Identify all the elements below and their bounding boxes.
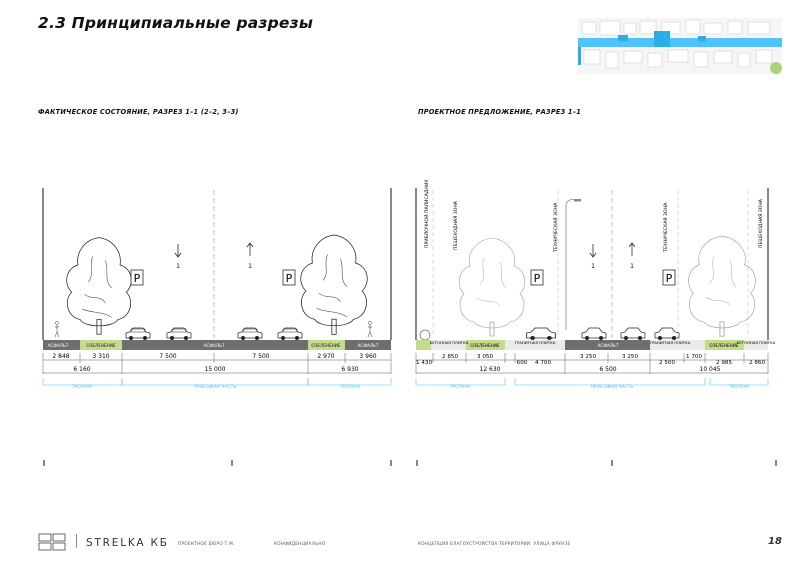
logo-icon [38,533,68,551]
dimension-label: 1 430 [415,360,433,366]
dimension-label: 3 050 [476,354,494,360]
dimension-label: 2 848 [52,353,70,360]
strip-label: АСФАЛЬТ [597,343,619,348]
footer-divider [76,534,77,548]
dimension-label: 3 310 [92,353,110,360]
strip-label: АСФАЛЬТ [47,343,69,348]
vertical-zone-label: ТЕХНИЧЕСКАЯ ЗОНА [664,202,669,252]
car-icon [582,328,606,340]
strip-label: ОЗЕЛЕНЕНИЕ [470,343,500,348]
dimension-label: 10 045 [699,366,721,373]
left-section-title: ФАКТИЧЕСКОЕ СОСТОЯНИЕ, РАЗРЕЗ 1–1 (2–2, 3–3) [38,108,239,116]
zone-label: ТРОТУАР [71,385,93,390]
strip-label: ГРАНИТНАЯ ПЛИТКА [514,340,556,345]
lane-number: 1 [630,263,634,270]
dimension-label: 15 000 [204,366,226,373]
strip-label: БЕТОННАЯ ПЛИТКА [429,340,469,345]
strip-label: АСФАЛЬТ [203,343,225,348]
lane-number: 1 [248,263,252,270]
strip-label: ОЗЕЛЕНЕНИЕ [311,343,341,348]
street-lamp-icon [566,199,578,330]
dimension-label: 6 160 [73,366,91,373]
tree-icon [689,236,756,336]
dimension-label: 4 700 [534,360,552,366]
car-icon [527,328,556,340]
page-number: 18 [768,536,782,547]
strip-label: АСФАЛЬТ [357,343,379,348]
zone-label: ТРОТУАР [339,385,361,390]
zone-label: ТРОТУАР [728,385,750,390]
dimension-label: 6 930 [341,366,359,373]
car-icon [655,328,679,340]
dimension-label: 2 985 [715,360,733,366]
strip-label: ОЗЕЛЕНЕНИЕ [86,343,116,348]
footer-text: КОНЦЕПЦИЯ БЛАГОУСТРОЙСТВА ТЕРРИТОРИИ. УЛИЦА ФРУНЗЕ [418,541,571,546]
dimension-label: 7 500 [252,353,270,360]
vertical-zone-label: ПРИБЛОЧНОЙ ПАЛИСАДНИК [425,179,430,248]
dimension-label: 7 500 [159,353,177,360]
parking-sign-label: P [285,272,293,285]
dimension-label: 3 250 [621,354,639,360]
footer-text: ПРОЕКТНОЕ БЮРО Т.М. [178,541,235,546]
dimension-label: 12 630 [479,366,501,373]
strip-label: ГРАНИТНАЯ ПЛИТКА [649,340,691,345]
page-title: 2.3 Принципиальные разрезы [38,14,314,32]
vertical-zone-label: ПЕШЕХОДНАЯ ЗОНА [454,201,459,250]
right-section-title: ПРОЕКТНОЕ ПРЕДЛОЖЕНИЕ, РАЗРЕЗ 1–1 [418,108,582,116]
lane-arrow-down-icon [590,244,596,257]
strip-label: БЕТОННАЯ ПЛИТКА [736,340,776,345]
parking-sign-label: P [133,272,141,285]
car-icon [621,328,645,340]
footer-text: КОНФИДЕНЦИАЛЬНО [274,541,326,546]
vertical-zone-label: ПЕШЕХОДНАЯ ЗОНА [759,199,764,248]
dimension-label: 2 860 [748,360,766,366]
parking-sign-label: P [665,272,673,285]
bench-icon [420,330,430,340]
zone-label: ПРОЕЗЖАЯ ЧАСТЬ [193,385,237,390]
footer-brand: STRELKA КБ [86,537,169,549]
strip-label: ОЗЕЛЕНЕНИЕ [709,343,739,348]
lane-number: 1 [176,263,180,270]
parking-sign-label: P [533,272,541,285]
zone-label: ТРОТУАР [449,385,471,390]
vertical-zone-label: ТЕХНИЧЕСКАЯ ЗОНА [554,202,559,252]
dimension-label: 2 500 [658,360,676,366]
dimension-label: 1 700 [685,354,703,360]
dimension-label: 3 960 [359,353,377,360]
dimension-label: 3 250 [579,354,597,360]
dimension-label: 2 850 [441,354,459,360]
dimension-label: 2 970 [317,353,335,360]
tree-icon [459,238,525,336]
lane-arrow-up-icon [629,243,635,256]
lane-number: 1 [591,263,595,270]
zone-label: ПРОЕЗЖАЯ ЧАСТЬ [590,385,634,390]
dimension-label: 6 500 [599,366,617,373]
dimension-label: 600 [516,360,528,366]
